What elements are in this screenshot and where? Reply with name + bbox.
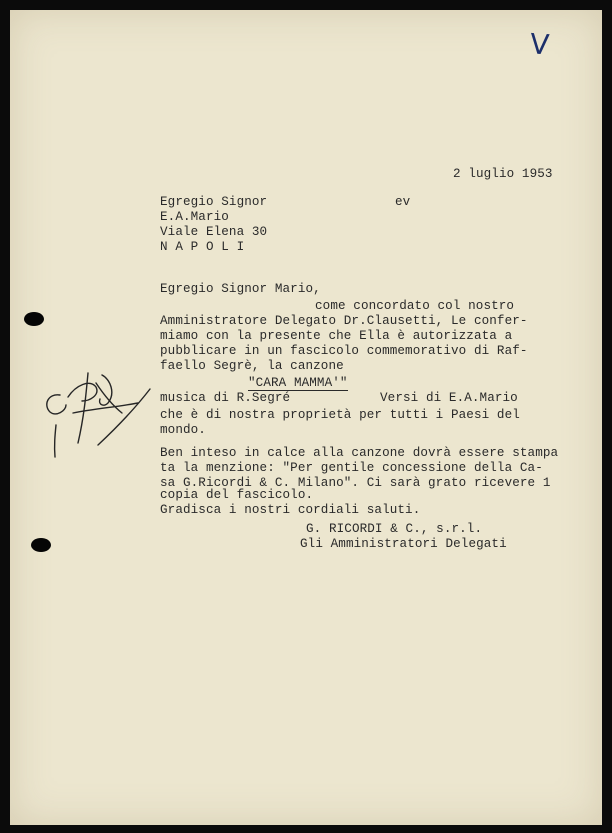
address-ev: ev — [395, 195, 411, 209]
body-line-1: come concordato col nostro — [315, 299, 515, 313]
signature-title: Gli Amministratori Delegati — [300, 537, 507, 551]
punch-hole-top — [24, 312, 44, 326]
song-title: "CARA MAMMA'" — [248, 376, 348, 390]
closing-line: Gradisca i nostri cordiali saluti. — [160, 503, 421, 517]
music-credit: musica di R.Segré — [160, 391, 291, 405]
corner-check-mark: V — [528, 27, 551, 62]
notice-line-1: Ben inteso in calce alla canzone dovrà essere stampa — [160, 446, 559, 460]
ownership-line-1: che è di nostra proprietà per tutti i Paesi del — [160, 408, 520, 422]
letter-date: 2 luglio 1953 — [453, 167, 553, 181]
notice-line-4: copia del fascicolo. — [160, 488, 314, 502]
body-line-3: miamo con la presente che Ella è autorizzata a — [160, 329, 513, 343]
salutation: Egregio Signor Mario, — [160, 282, 321, 296]
address-line-2: E.A.Mario — [160, 210, 229, 224]
ownership-line-2: mondo. — [160, 423, 206, 437]
lyrics-credit: Versi di E.A.Mario — [380, 391, 518, 405]
punch-hole-bottom — [31, 538, 51, 552]
notice-line-3: sa G.Ricordi & C. Milano". Ci sarà grato ricevere 1 — [160, 476, 551, 490]
signature-company: G. RICORDI & C., s.r.l. — [306, 522, 483, 536]
notice-line-2: ta la menzione: "Per gentile concessione della Ca- — [160, 461, 543, 475]
letter-page — [10, 10, 602, 825]
address-line-3: Viale Elena 30 — [160, 225, 268, 239]
handwritten-initials-signature — [38, 365, 153, 465]
body-line-4: pubblicare in un fascicolo commemorativo di Raf- — [160, 344, 528, 358]
body-line-5: faello Segrè, la canzone — [160, 359, 344, 373]
address-city: N A P O L I — [160, 240, 245, 254]
body-line-2: Amministratore Delegato Dr.Clausetti, Le confer- — [160, 314, 528, 328]
address-line-1: Egregio Signor — [160, 195, 268, 209]
